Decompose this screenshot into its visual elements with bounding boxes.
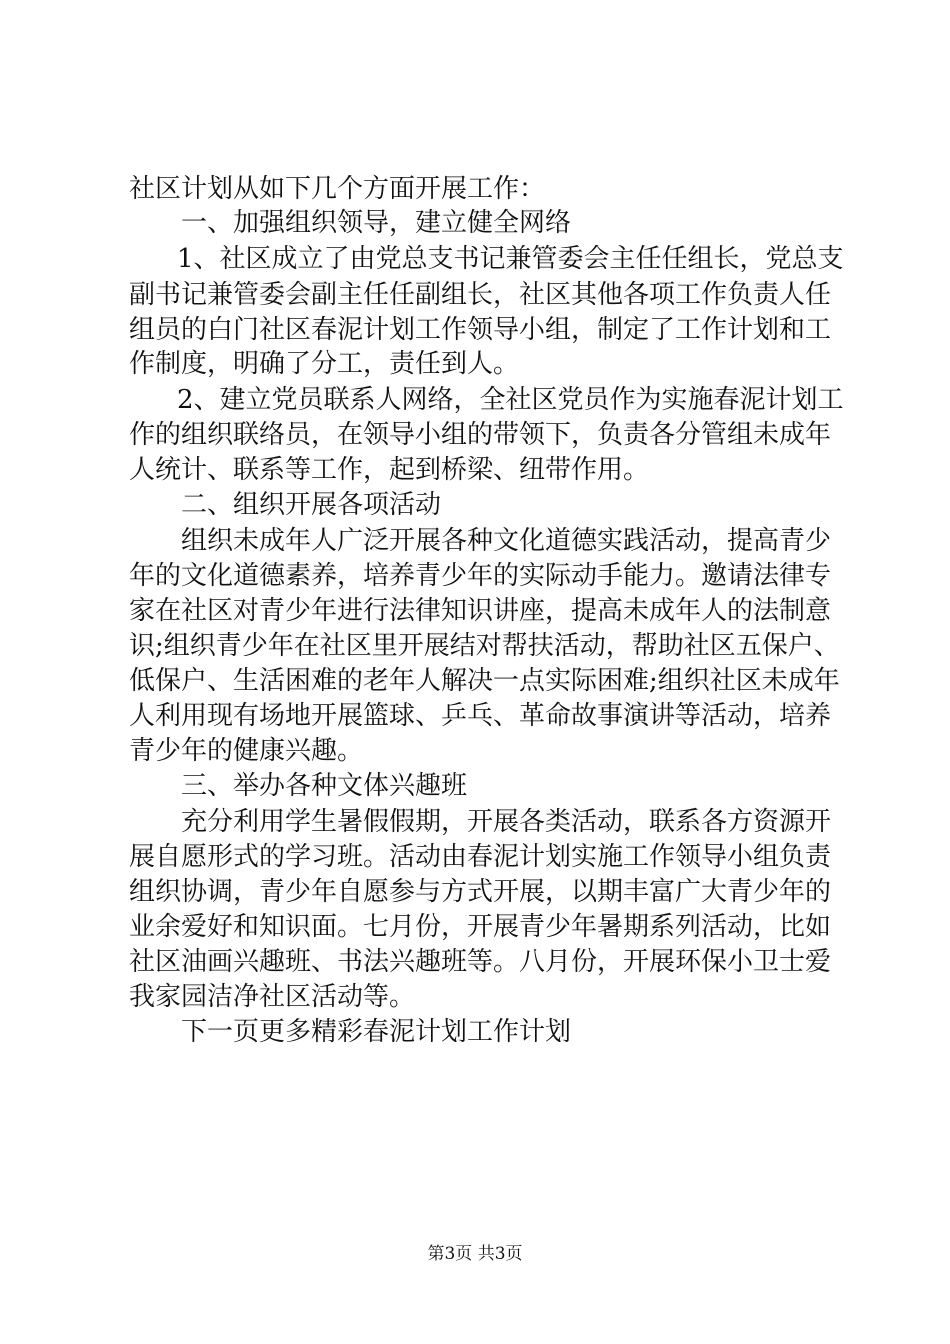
paragraph-line: 作的组织联络员，在领导小组的带领下，负责各分管组未成年 [129, 420, 832, 450]
paragraph-line: 人利用现有场地开展篮球、乒乓、革命故事演讲等活动，培养 [129, 701, 832, 731]
paragraph-line: 人统计、联系等工作，起到桥梁、纽带作用。 [129, 455, 650, 485]
paragraph-line: 我家园洁净社区活动等。 [129, 982, 416, 1012]
paragraph-line: 低保户、生活困难的老年人解决一点实际困难;组织社区未成年 [129, 666, 840, 696]
paragraph-line: 展自愿形式的学习班。活动由春泥计划实施工作领导小组负责 [129, 842, 832, 872]
paragraph-line: 1、社区成立了由党总支书记兼管委会主任任组长，党总支 [177, 244, 844, 274]
paragraph-line: 青少年的健康兴趣。 [129, 736, 364, 766]
paragraph-line: 业余爱好和知识面。七月份，开展青少年暑期系列活动，比如 [129, 912, 832, 942]
paragraph-line: 作制度，明确了分工，责任到人。 [129, 349, 520, 379]
paragraph-line: 组员的白门社区春泥计划工作领导小组，制定了工作计划和工 [129, 315, 832, 345]
paragraph-line: 年的文化道德素养，培养青少年的实际动手能力。邀请法律专 [129, 561, 832, 591]
section-heading-1: 一、加强组织领导，建立健全网络 [181, 208, 572, 238]
paragraph-line: 2、建立党员联系人网络，全社区党员作为实施春泥计划工 [177, 385, 844, 415]
section-heading-3: 三、举办各种文体兴趣班 [181, 771, 468, 801]
paragraph-line: 家在社区对青少年进行法律知识讲座，提高未成年人的法制意 [129, 596, 832, 626]
section-heading-2: 二、组织开展各项活动 [181, 490, 442, 520]
intro-line: 社区计划从如下几个方面开展工作： [129, 174, 546, 204]
page-footer: 第3页 共3页 [427, 1244, 523, 1264]
paragraph-line: 副书记兼管委会副主任任副组长，社区其他各项工作负责人任 [129, 280, 832, 310]
paragraph-line: 识;组织青少年在社区里开展结对帮扶活动，帮助社区五保户、 [129, 631, 840, 661]
paragraph-line: 组织未成年人广泛开展各种文化道德实践活动，提高青少 [181, 526, 832, 556]
next-page-line: 下一页更多精彩春泥计划工作计划 [181, 1017, 572, 1047]
paragraph-line: 组织协调，青少年自愿参与方式开展，以期丰富广大青少年的 [129, 877, 832, 907]
paragraph-line: 社区油画兴趣班、书法兴趣班等。八月份，开展环保小卫士爱 [129, 947, 832, 977]
paragraph-line: 充分利用学生暑假假期，开展各类活动，联系各方资源开 [181, 807, 832, 837]
